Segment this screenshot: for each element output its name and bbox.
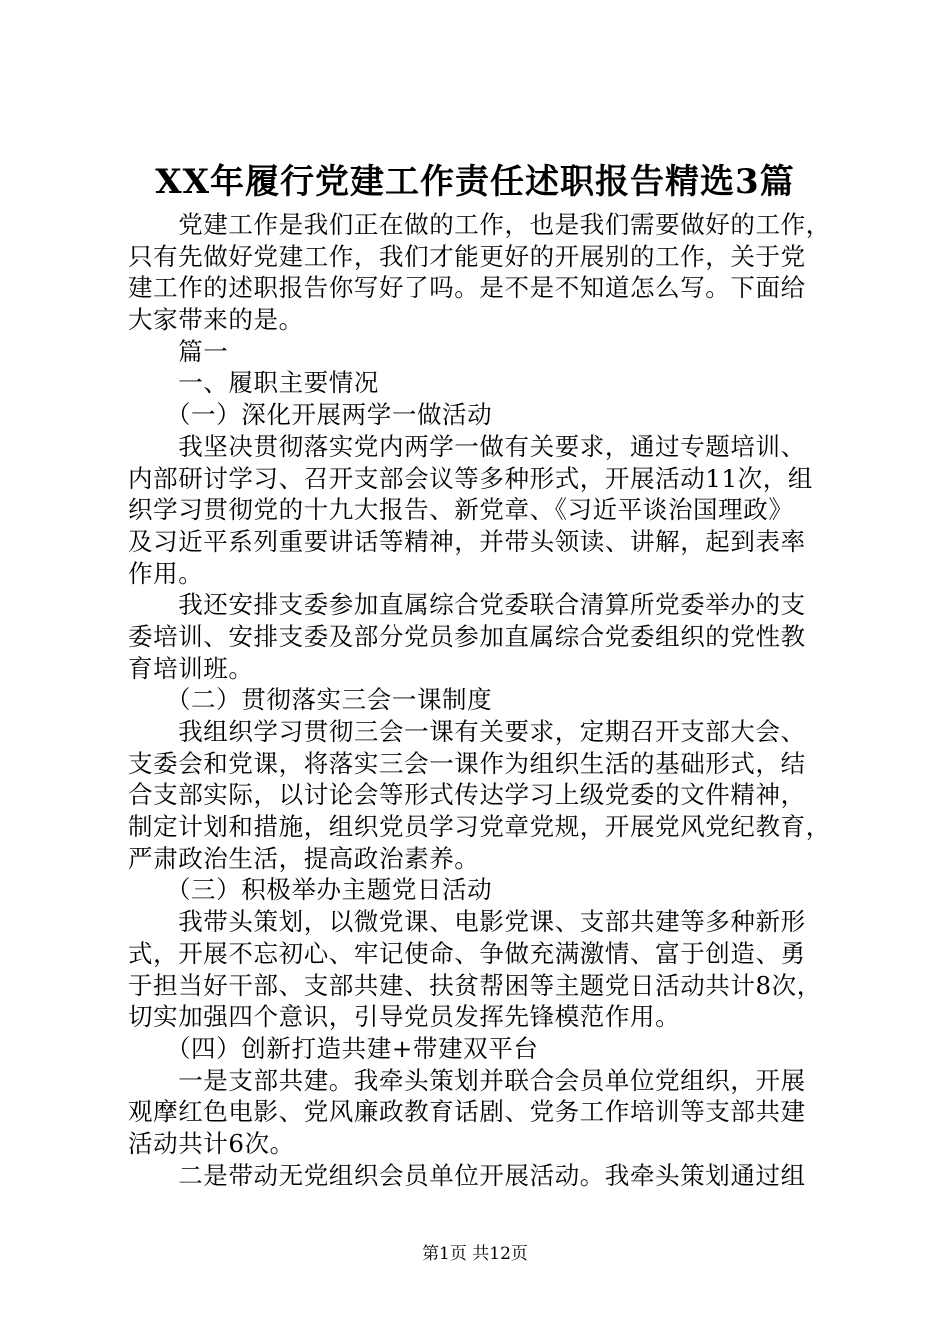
body-line: 建工作的述职报告你写好了吗。是不是不知道怎么写。下面给 [128, 273, 806, 303]
body-line: 切实加强四个意识，引导党员发挥先锋模范作用。 [128, 1002, 681, 1032]
body-line: 一、履职主要情况 [128, 368, 379, 398]
body-line: 及习近平系列重要讲话等精神，并带头领读、讲解，起到表率 [128, 526, 806, 556]
body-line: 支委会和党课，将落实三会一课作为组织生活的基础形式，结 [128, 748, 806, 778]
body-line: 织学习贯彻党的十九大报告、新党章、《习近平谈治国理政》 [128, 495, 794, 525]
body-line: 育培训班。 [128, 653, 254, 683]
body-line: 篇一 [128, 336, 229, 366]
page-footer: 第1页 共12页 [422, 1244, 528, 1264]
body-line: 严肃政治生活，提高政治素养。 [128, 843, 480, 873]
body-line: 只有先做好党建工作，我们才能更好的开展别的工作，关于党 [128, 241, 806, 271]
body-line: 合支部实际，以讨论会等形式传达学习上级党委的文件精神， [128, 780, 806, 810]
body-line: 党建工作是我们正在做的工作，也是我们需要做好的工作， [128, 210, 831, 239]
body-line: 我组织学习贯彻三会一课有关要求，定期召开支部大会、 [128, 717, 806, 746]
body-line: 式，开展不忘初心、牢记使命、争做充满激情、富于创造、勇 [128, 938, 806, 968]
body-line: 我带头策划，以微党课、电影党课、支部共建等多种新形 [128, 907, 806, 937]
body-line: 大家带来的是。 [128, 305, 304, 335]
body-line: 作用。 [128, 558, 204, 588]
body-line: （四）创新打造共建+带建双平台 [128, 1033, 539, 1063]
body-line: 一是支部共建。我牵头策划并联合会员单位党组织，开展 [128, 1065, 806, 1095]
document-title: XX年履行党建工作责任述职报告精选3篇 [155, 162, 795, 202]
body-line: 活动共计6次。 [128, 1128, 295, 1158]
body-line: （三）积极举办主题党日活动 [128, 875, 493, 905]
body-line: （二）贯彻落实三会一课制度 [128, 685, 493, 715]
body-line: 于担当好干部、支部共建、扶贫帮困等主题党日活动共计8次， [128, 970, 822, 1000]
body-line: 制定计划和措施，组织党员学习党章党规，开展党风党纪教育， [128, 812, 831, 842]
body-line: 我坚决贯彻落实党内两学一做有关要求，通过专题培训、 [128, 431, 806, 461]
body-line: 内部研讨学习、召开支部会议等多种形式，开展活动11次，组 [128, 463, 813, 493]
body-line: 委培训、安排支委及部分党员参加直属综合党委组织的党性教 [128, 621, 806, 651]
body-line: （一）深化开展两学一做活动 [128, 400, 493, 430]
body-line: 二是带动无党组织会员单位开展活动。我牵头策划通过组 [128, 1160, 806, 1190]
document-body [128, 209, 832, 1191]
body-line: 我还安排支委参加直属综合党委联合清算所党委举办的支 [128, 590, 806, 620]
body-line: 观摩红色电影、党风廉政教育话剧、党务工作培训等支部共建 [128, 1097, 806, 1127]
